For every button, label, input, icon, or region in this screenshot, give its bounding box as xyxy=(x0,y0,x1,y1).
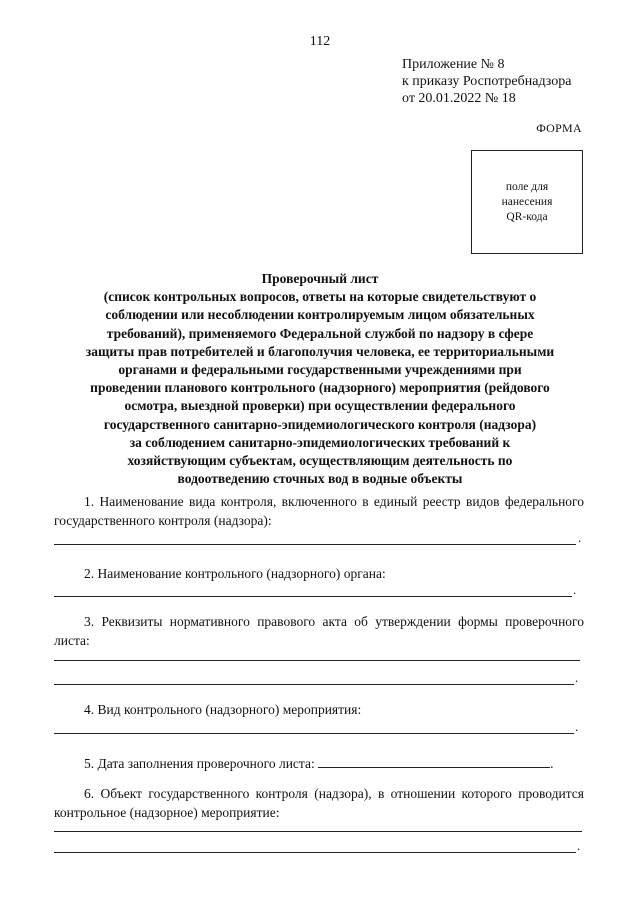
item-1-answer-line[interactable] xyxy=(54,544,576,545)
title-line: требований), применяемого Федеральной службой по надзору в сфере xyxy=(106,325,534,341)
qr-box-line-2: нанесения xyxy=(501,195,553,208)
title-line: соблюдении или несоблюдении контролируемым лицом обязательных xyxy=(105,307,535,323)
qr-box-line-3: QR-кода xyxy=(506,210,548,223)
document-title xyxy=(60,270,580,488)
item-6-text: 6. Объект государственного контроля (надзора), в отношении которого проводится контрольное (надзорное) мероприятие: xyxy=(54,786,584,820)
item-4 xyxy=(54,700,584,719)
item-6-answer-line-2[interactable] xyxy=(54,852,576,853)
page-number: 112 xyxy=(309,34,331,49)
item-5-line-end: . xyxy=(550,756,554,771)
title-line: (список контрольных вопросов, ответы на которые свидетельствуют о xyxy=(103,289,537,305)
item-5-answer-line[interactable] xyxy=(318,755,550,768)
item-5 xyxy=(54,754,584,773)
item-3-answer-line-1[interactable] xyxy=(54,660,580,661)
title-line: осмотра, выездной проверки) при осуществлении федерального xyxy=(124,398,516,414)
item-3 xyxy=(54,612,584,650)
title-line: государственного санитарно-эпидемиологического контроля (надзора) xyxy=(103,416,537,432)
item-3-answer-line-2[interactable] xyxy=(54,684,574,685)
item-3-line-end: . xyxy=(575,670,579,685)
item-4-line-end: . xyxy=(575,719,579,734)
title-line: защиты прав потребителей и благополучия человека, ее территориальными xyxy=(85,343,555,359)
item-6 xyxy=(54,784,584,822)
item-2-answer-line[interactable] xyxy=(54,596,572,597)
appendix-line-2: к приказу Роспотребнадзора xyxy=(402,74,572,89)
item-2-line-end: . xyxy=(573,582,577,597)
item-1-text: 1. Наименование вида контроля, включенного в единый реестр видов федерального государственного контроля (надзора): xyxy=(54,494,584,528)
form-label: ФОРМА xyxy=(536,121,582,135)
title-heading: Проверочный лист xyxy=(261,271,379,286)
qr-box-line-1: поле для xyxy=(505,180,549,193)
title-line: хозяйствующим субъектам, осуществляющим деятельность по xyxy=(127,453,513,469)
title-line: водоотведению сточных вод в водные объекты xyxy=(177,471,463,487)
title-line: за соблюдением санитарно-эпидемиологических требований к xyxy=(129,434,511,450)
item-2 xyxy=(54,564,584,583)
appendix-line-3: от 20.01.2022 № 18 xyxy=(402,91,516,106)
item-1-line-end: . xyxy=(578,530,582,545)
appendix-header xyxy=(402,56,571,107)
qr-code-box xyxy=(471,150,583,254)
item-2-text: 2. Наименование контрольного (надзорного) органа: xyxy=(84,566,386,581)
item-4-text: 4. Вид контрольного (надзорного) мероприятия: xyxy=(84,702,362,717)
item-6-answer-line-1[interactable] xyxy=(54,831,582,832)
title-line: органами и федеральными государственными учреждениями при xyxy=(118,362,522,378)
appendix-line-1: Приложение № 8 xyxy=(402,57,505,72)
item-1 xyxy=(54,492,584,530)
item-6-line-end: . xyxy=(577,838,581,853)
item-3-text: 3. Реквизиты нормативного правового акта об утверждении формы проверочного листа: xyxy=(54,614,584,648)
title-line: проведении планового контрольного (надзорного) мероприятия (рейдового xyxy=(90,380,550,396)
item-4-answer-line[interactable] xyxy=(54,733,574,734)
item-5-text: 5. Дата заполнения проверочного листа: xyxy=(84,756,315,771)
